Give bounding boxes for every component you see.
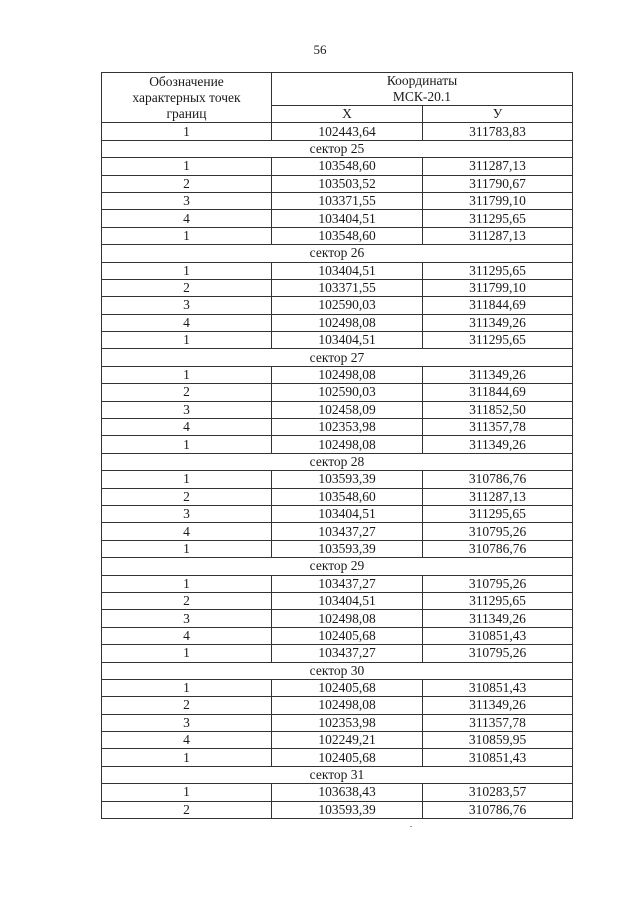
sector-row <box>102 453 573 470</box>
y-value-cell: 311349,26 <box>423 610 573 627</box>
table-row <box>102 314 573 331</box>
x-value-cell: 103548,60 <box>272 158 423 175</box>
point-number-cell: 1 <box>102 645 272 662</box>
sector-row <box>102 140 573 157</box>
y-value-cell: 311349,26 <box>423 314 573 331</box>
table-row <box>102 697 573 714</box>
point-number-cell: 2 <box>102 384 272 401</box>
x-value-cell: 102498,08 <box>272 314 423 331</box>
x-value-cell: 102405,68 <box>272 679 423 696</box>
table-row <box>102 679 573 696</box>
point-number-cell: 1 <box>102 679 272 696</box>
x-value-cell: 102590,03 <box>272 384 423 401</box>
sector-label: сектор 25 <box>102 140 573 157</box>
y-value-cell: 311295,65 <box>423 592 573 609</box>
x-value-cell: 103548,60 <box>272 488 423 505</box>
point-number-cell: 4 <box>102 732 272 749</box>
table-row <box>102 627 573 644</box>
table-row <box>102 384 573 401</box>
table-row <box>102 401 573 418</box>
y-value-cell: 311287,13 <box>423 227 573 244</box>
x-value-cell: 103503,52 <box>272 175 423 192</box>
x-value-cell: 102443,64 <box>272 123 423 140</box>
point-number-cell: 1 <box>102 123 272 140</box>
x-value-cell: 102405,68 <box>272 749 423 766</box>
table-row <box>102 210 573 227</box>
y-value-cell: 311357,78 <box>423 714 573 731</box>
sector-label: сектор 26 <box>102 245 573 262</box>
y-value-cell: 310795,26 <box>423 645 573 662</box>
point-number-cell: 1 <box>102 575 272 592</box>
y-value-cell: 310795,26 <box>423 575 573 592</box>
y-value-cell: 310851,43 <box>423 679 573 696</box>
point-number-cell: 4 <box>102 314 272 331</box>
y-value-cell: 311295,65 <box>423 210 573 227</box>
y-value-cell: 310859,95 <box>423 732 573 749</box>
x-value-cell: 102498,08 <box>272 436 423 453</box>
y-value-cell: 311287,13 <box>423 158 573 175</box>
sector-label: сектор 28 <box>102 453 573 470</box>
page-number: 56 <box>313 42 327 57</box>
point-number-cell: 2 <box>102 175 272 192</box>
sector-row <box>102 349 573 366</box>
y-value-cell: 311287,13 <box>423 488 573 505</box>
point-number-cell: 3 <box>102 714 272 731</box>
y-column-header: У <box>423 106 573 123</box>
x-value-cell: 103437,27 <box>272 575 423 592</box>
table-row <box>102 523 573 540</box>
point-number-cell: 3 <box>102 192 272 209</box>
x-value-cell: 102249,21 <box>272 732 423 749</box>
point-number-cell: 2 <box>102 592 272 609</box>
point-number-cell: 1 <box>102 158 272 175</box>
table-row <box>102 610 573 627</box>
table-row <box>102 540 573 557</box>
y-value-cell: 311799,10 <box>423 279 573 296</box>
table-row <box>102 366 573 383</box>
point-number-cell: 1 <box>102 436 272 453</box>
x-value-cell: 102458,09 <box>272 401 423 418</box>
x-value-cell: 102498,08 <box>272 366 423 383</box>
points-header <box>102 73 272 123</box>
sector-label: сектор 31 <box>102 766 573 783</box>
point-number-cell: 2 <box>102 697 272 714</box>
x-value-cell: 102405,68 <box>272 627 423 644</box>
x-value-cell: 103371,55 <box>272 279 423 296</box>
y-value-cell: 310283,57 <box>423 784 573 801</box>
point-number-cell: 1 <box>102 749 272 766</box>
y-value-cell: 310786,76 <box>423 540 573 557</box>
point-number-cell: 1 <box>102 227 272 244</box>
sector-row <box>102 766 573 783</box>
table-row <box>102 488 573 505</box>
table-row <box>102 714 573 731</box>
y-value-cell: 311844,69 <box>423 297 573 314</box>
table-row <box>102 505 573 522</box>
y-value-cell: 311799,10 <box>423 192 573 209</box>
y-value-cell: 310795,26 <box>423 523 573 540</box>
point-number-cell: 2 <box>102 488 272 505</box>
table-row <box>102 332 573 349</box>
x-value-cell: 103548,60 <box>272 227 423 244</box>
table-row <box>102 158 573 175</box>
sector-row <box>102 558 573 575</box>
point-number-cell: 2 <box>102 801 272 818</box>
y-value-cell: 311783,83 <box>423 123 573 140</box>
y-value-cell: 311357,78 <box>423 419 573 436</box>
y-value-cell: 310851,43 <box>423 627 573 644</box>
sector-row <box>102 662 573 679</box>
x-value-cell: 103404,51 <box>272 505 423 522</box>
x-value-cell: 103404,51 <box>272 262 423 279</box>
x-value-cell: 103638,43 <box>272 784 423 801</box>
scan-speck <box>410 826 412 827</box>
points-header-line-3: границ <box>166 105 207 121</box>
coordinates-table <box>101 72 573 819</box>
points-header-line-1: Обозначение <box>149 73 224 89</box>
point-number-cell: 1 <box>102 262 272 279</box>
points-header-line-2: характерных точек <box>132 89 241 105</box>
x-value-cell: 103593,39 <box>272 540 423 557</box>
table-row <box>102 297 573 314</box>
table-row <box>102 279 573 296</box>
y-value-cell: 311852,50 <box>423 401 573 418</box>
coordinates-header-line-1: Координаты <box>386 73 458 88</box>
table-row <box>102 262 573 279</box>
point-number-cell: 1 <box>102 471 272 488</box>
table-row <box>102 749 573 766</box>
x-value-cell: 103437,27 <box>272 523 423 540</box>
sector-row <box>102 245 573 262</box>
point-number-cell: 1 <box>102 332 272 349</box>
table-row <box>102 732 573 749</box>
point-number-cell: 4 <box>102 627 272 644</box>
x-value-cell: 103593,39 <box>272 471 423 488</box>
x-value-cell: 103437,27 <box>272 645 423 662</box>
y-value-cell: 311790,67 <box>423 175 573 192</box>
sector-label: сектор 27 <box>102 349 573 366</box>
x-value-cell: 102353,98 <box>272 419 423 436</box>
table-row <box>102 575 573 592</box>
x-value-cell: 103404,51 <box>272 332 423 349</box>
point-number-cell: 2 <box>102 279 272 296</box>
point-number-cell: 4 <box>102 523 272 540</box>
table-row <box>102 784 573 801</box>
table-row <box>102 175 573 192</box>
point-number-cell: 3 <box>102 297 272 314</box>
table-row <box>102 592 573 609</box>
y-value-cell: 310851,43 <box>423 749 573 766</box>
table-row <box>102 227 573 244</box>
y-value-cell: 311295,65 <box>423 505 573 522</box>
table-row <box>102 801 573 818</box>
table-row <box>102 192 573 209</box>
table-row <box>102 123 573 140</box>
point-number-cell: 3 <box>102 401 272 418</box>
point-number-cell: 3 <box>102 505 272 522</box>
table-row <box>102 419 573 436</box>
point-number-cell: 1 <box>102 366 272 383</box>
point-number-cell: 4 <box>102 210 272 227</box>
x-value-cell: 103404,51 <box>272 592 423 609</box>
table-body <box>102 123 573 819</box>
y-value-cell: 311349,26 <box>423 697 573 714</box>
y-value-cell: 310786,76 <box>423 471 573 488</box>
y-value-cell: 310786,76 <box>423 801 573 818</box>
sector-label: сектор 29 <box>102 558 573 575</box>
y-value-cell: 311844,69 <box>423 384 573 401</box>
point-number-cell: 1 <box>102 784 272 801</box>
table-row <box>102 436 573 453</box>
x-column-header: X <box>272 106 423 123</box>
x-value-cell: 102498,08 <box>272 697 423 714</box>
y-value-cell: 311295,65 <box>423 332 573 349</box>
y-value-cell: 311295,65 <box>423 262 573 279</box>
y-value-cell: 311349,26 <box>423 436 573 453</box>
x-value-cell: 102590,03 <box>272 297 423 314</box>
sector-label: сектор 30 <box>102 662 573 679</box>
coordinates-header-line-2: МСК-20.1 <box>392 89 452 104</box>
point-number-cell: 4 <box>102 419 272 436</box>
table-row <box>102 645 573 662</box>
x-value-cell: 102498,08 <box>272 610 423 627</box>
x-value-cell: 103593,39 <box>272 801 423 818</box>
coordinates-header <box>272 73 573 106</box>
table-row <box>102 471 573 488</box>
x-value-cell: 103371,55 <box>272 192 423 209</box>
x-value-cell: 103404,51 <box>272 210 423 227</box>
y-value-cell: 311349,26 <box>423 366 573 383</box>
x-value-cell: 102353,98 <box>272 714 423 731</box>
point-number-cell: 1 <box>102 540 272 557</box>
point-number-cell: 3 <box>102 610 272 627</box>
